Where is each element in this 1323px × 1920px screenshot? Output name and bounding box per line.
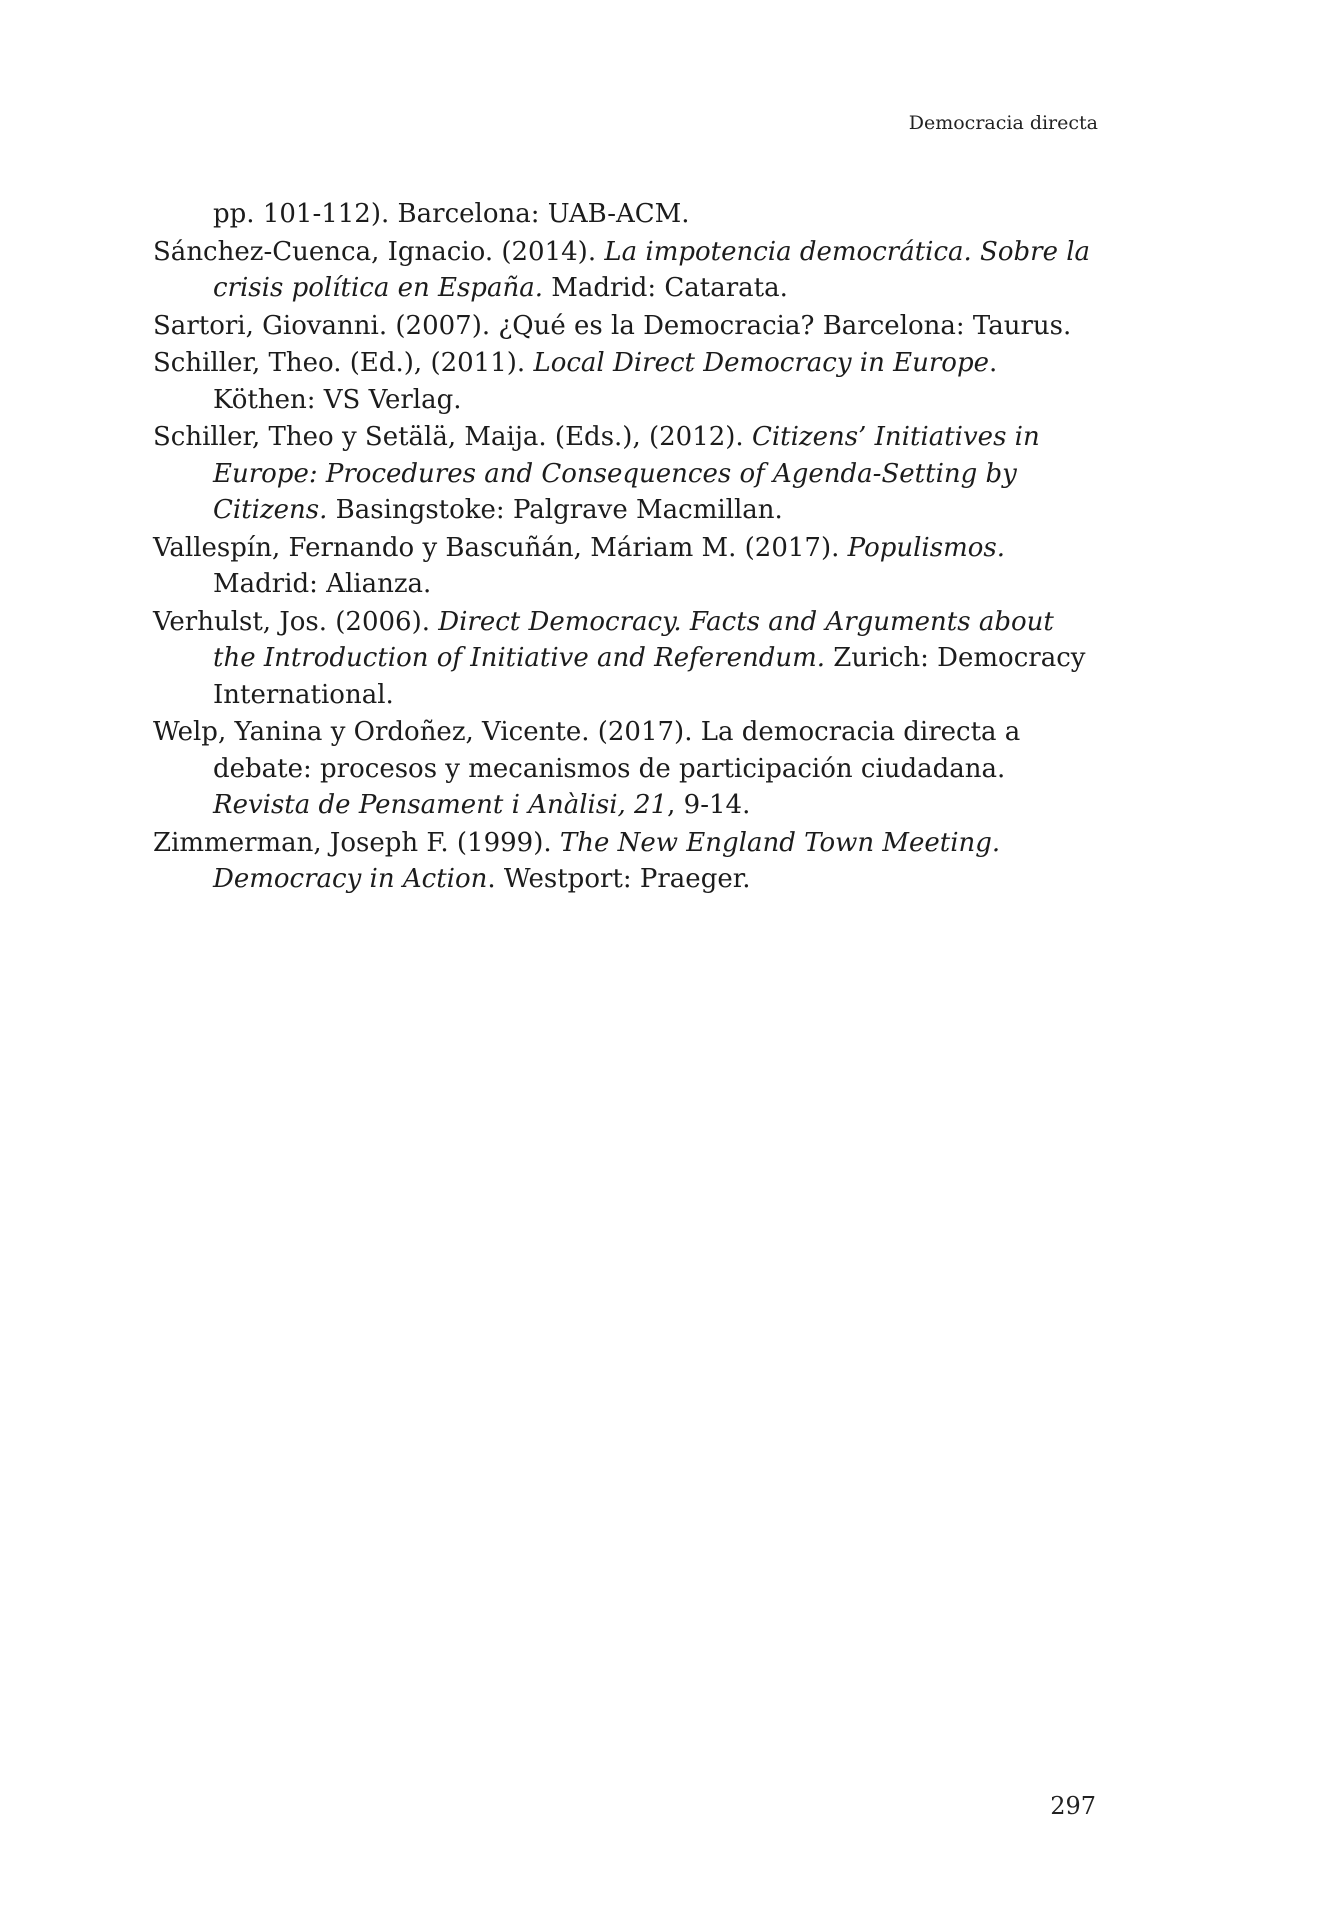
reference-list <box>153 196 1093 899</box>
reference-title-italic: Populismos. <box>847 532 1005 563</box>
reference-entry <box>153 604 1093 714</box>
reference-title-italic: The New England Town Meeting. Democracy in Action <box>213 827 1001 894</box>
reference-text: Madrid: Alianza. <box>213 532 1014 599</box>
reference-entry <box>153 308 1093 345</box>
reference-text: Verhulst, Jos. (2006). <box>153 606 439 637</box>
reference-title-italic: Direct Democracy. Facts and Arguments about the Introduction of Initiative and Referendum. <box>213 606 1054 673</box>
reference-text: Sánchez-Cuenca, Ignacio. (2014). <box>153 236 605 267</box>
reference-text: Zurich: Democracy International. <box>213 643 1094 710</box>
reference-text: Basingstoke: Palgrave Macmillan. <box>327 495 783 525</box>
reference-text: Vallespín, Fernando y Bascuñán, Máriam M. (2017). <box>153 532 848 563</box>
reference-title-italic: La impotencia democrática. Sobre la crisis política en España. <box>213 236 1091 303</box>
page-number: 297 <box>1050 1792 1096 1820</box>
reference-entry <box>153 345 1093 418</box>
running-head: Democracia directa <box>908 112 1098 134</box>
reference-title-italic: Citizens’ Initiatives in Europe: Procedures and Consequences of Agenda-Setting by Citizens. <box>213 422 1040 525</box>
reference-title-italic: Local Direct Democracy in Europe <box>533 348 989 378</box>
reference-text: Welp, Yanina y Ordoñez, Vicente. (2017). La democracia directa a debate: procesos y mecanismos de participación ciudadana. <box>153 717 1029 784</box>
reference-text: . Köthen: VS Verlag. <box>213 348 1006 415</box>
reference-text: Zimmerman, Joseph F. (1999). <box>153 827 560 858</box>
reference-text: Schiller, Theo y Setälä, Maija. (Eds.), (2012). <box>153 422 752 452</box>
reference-text: pp. 101-112). Barcelona: UAB-ACM. <box>213 199 690 229</box>
reference-entry <box>153 419 1093 529</box>
reference-entry <box>153 714 1093 824</box>
reference-text: Madrid: Catarata. <box>542 273 788 303</box>
reference-entry <box>153 530 1093 603</box>
reference-title-italic: Revista de Pensament i Anàlisi, 21 <box>213 790 668 820</box>
reference-text: . Westport: Praeger. <box>487 864 751 894</box>
reference-entry <box>153 196 1093 233</box>
reference-entry <box>153 825 1093 898</box>
reference-entry <box>153 234 1093 307</box>
reference-text: , 9-14. <box>667 790 751 820</box>
reference-text: Sartori, Giovanni. (2007). ¿Qué es la Democracia? Barcelona: Taurus. <box>153 310 1072 341</box>
reference-text: Schiller, Theo. (Ed.), (2011). <box>153 348 534 378</box>
